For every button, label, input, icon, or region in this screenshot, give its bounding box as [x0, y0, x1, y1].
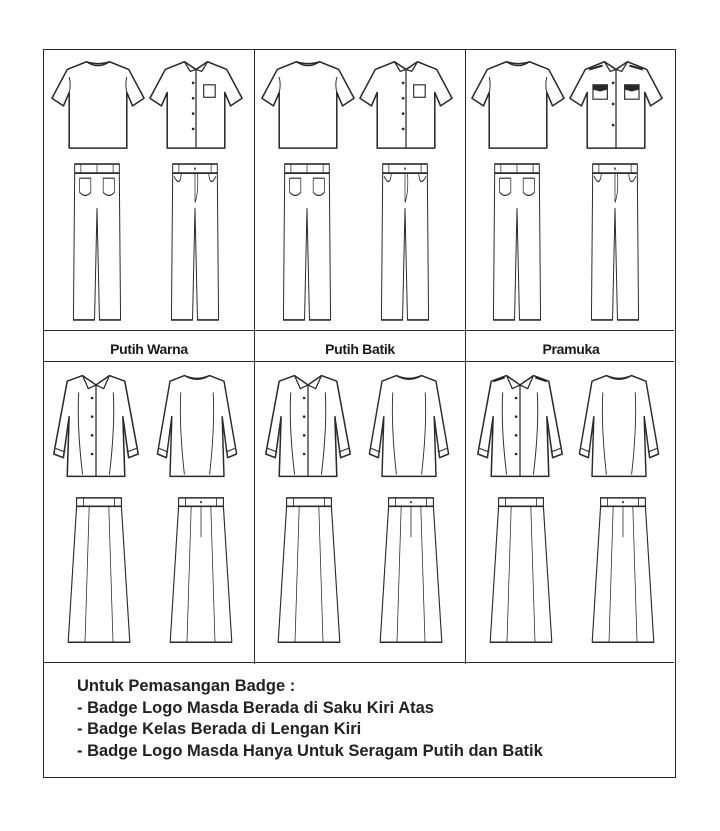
- putih-warna-trousers-back: [66, 162, 128, 324]
- pramuka-shirt-back: [470, 56, 566, 152]
- skirt-back-drawing: [588, 496, 658, 646]
- pramuka-blouse-front: [472, 370, 568, 482]
- putih-batik-trousers-back: [276, 162, 338, 324]
- shirt-back-drawing: [260, 56, 356, 152]
- skirt-back-drawing: [376, 496, 446, 646]
- putih-warna-blouse-front: [48, 370, 144, 482]
- putih-batik-skirt-front: [274, 496, 344, 646]
- pramuka-skirt-front: [486, 496, 556, 646]
- putih-warna-skirt-front: [64, 496, 134, 646]
- trousers-back-drawing: [66, 162, 128, 324]
- skirt-front-drawing: [274, 496, 344, 646]
- putih-warna-blouse-back: [152, 370, 242, 482]
- label-pramuka: Pramuka: [542, 341, 600, 357]
- trousers-front-drawing: [164, 162, 226, 324]
- putih-batik-blouse-front: [260, 370, 356, 482]
- putih-batik-skirt-back: [376, 496, 446, 646]
- putih-warna-male-uniform: [50, 56, 146, 152]
- uniform-chart: [43, 49, 676, 778]
- notes-item: - Badge Logo Masda Hanya Untuk Seragam Putih dan Batik: [77, 741, 543, 760]
- pramuka-blouse-back: [574, 370, 664, 482]
- putih-batik-trousers-front: [374, 162, 436, 324]
- shirt-back-drawing: [50, 56, 146, 152]
- badge-instructions: [77, 676, 543, 762]
- putih-warna-trousers-front: [164, 162, 226, 324]
- blouse-front-drawing: [260, 370, 356, 482]
- label-putih-warna: Putih Warna: [110, 341, 188, 357]
- shirt-front-drawing: [148, 56, 244, 152]
- notes-item: - Badge Logo Masda Berada di Saku Kiri Atas: [77, 698, 434, 717]
- skirt-front-drawing: [486, 496, 556, 646]
- putih-batik-shirt-front: [358, 56, 454, 152]
- row-divider: [44, 662, 674, 663]
- trousers-front-drawing: [374, 162, 436, 324]
- putih-warna-skirt-back: [166, 496, 236, 646]
- blouse-back-drawing: [152, 370, 242, 482]
- label-putih-batik: Putih Batik: [325, 341, 395, 357]
- pramuka-skirt-back: [588, 496, 658, 646]
- notes-heading: Untuk Pemasangan Badge :: [77, 677, 296, 695]
- trousers-back-drawing: [276, 162, 338, 324]
- pramuka-trousers-back: [486, 162, 548, 324]
- pramuka-shirt-front: [568, 56, 664, 152]
- blouse-back-drawing: [574, 370, 664, 482]
- putih-warna-male-shirt-front: [148, 56, 244, 152]
- skirt-back-drawing: [166, 496, 236, 646]
- scout-shirt-front-drawing: [568, 56, 664, 152]
- notes-item: - Badge Kelas Berada di Lengan Kiri: [77, 720, 362, 738]
- blouse-front-drawing: [48, 370, 144, 482]
- putih-batik-blouse-back: [364, 370, 454, 482]
- pramuka-trousers-front: [584, 162, 646, 324]
- scout-blouse-front-drawing: [472, 370, 568, 482]
- skirt-front-drawing: [64, 496, 134, 646]
- shirt-back-drawing: [470, 56, 566, 152]
- blouse-back-drawing: [364, 370, 454, 482]
- trousers-back-drawing: [486, 162, 548, 324]
- row-divider: [44, 330, 674, 331]
- shirt-front-drawing: [358, 56, 454, 152]
- putih-batik-shirt-back: [260, 56, 356, 152]
- trousers-front-drawing: [584, 162, 646, 324]
